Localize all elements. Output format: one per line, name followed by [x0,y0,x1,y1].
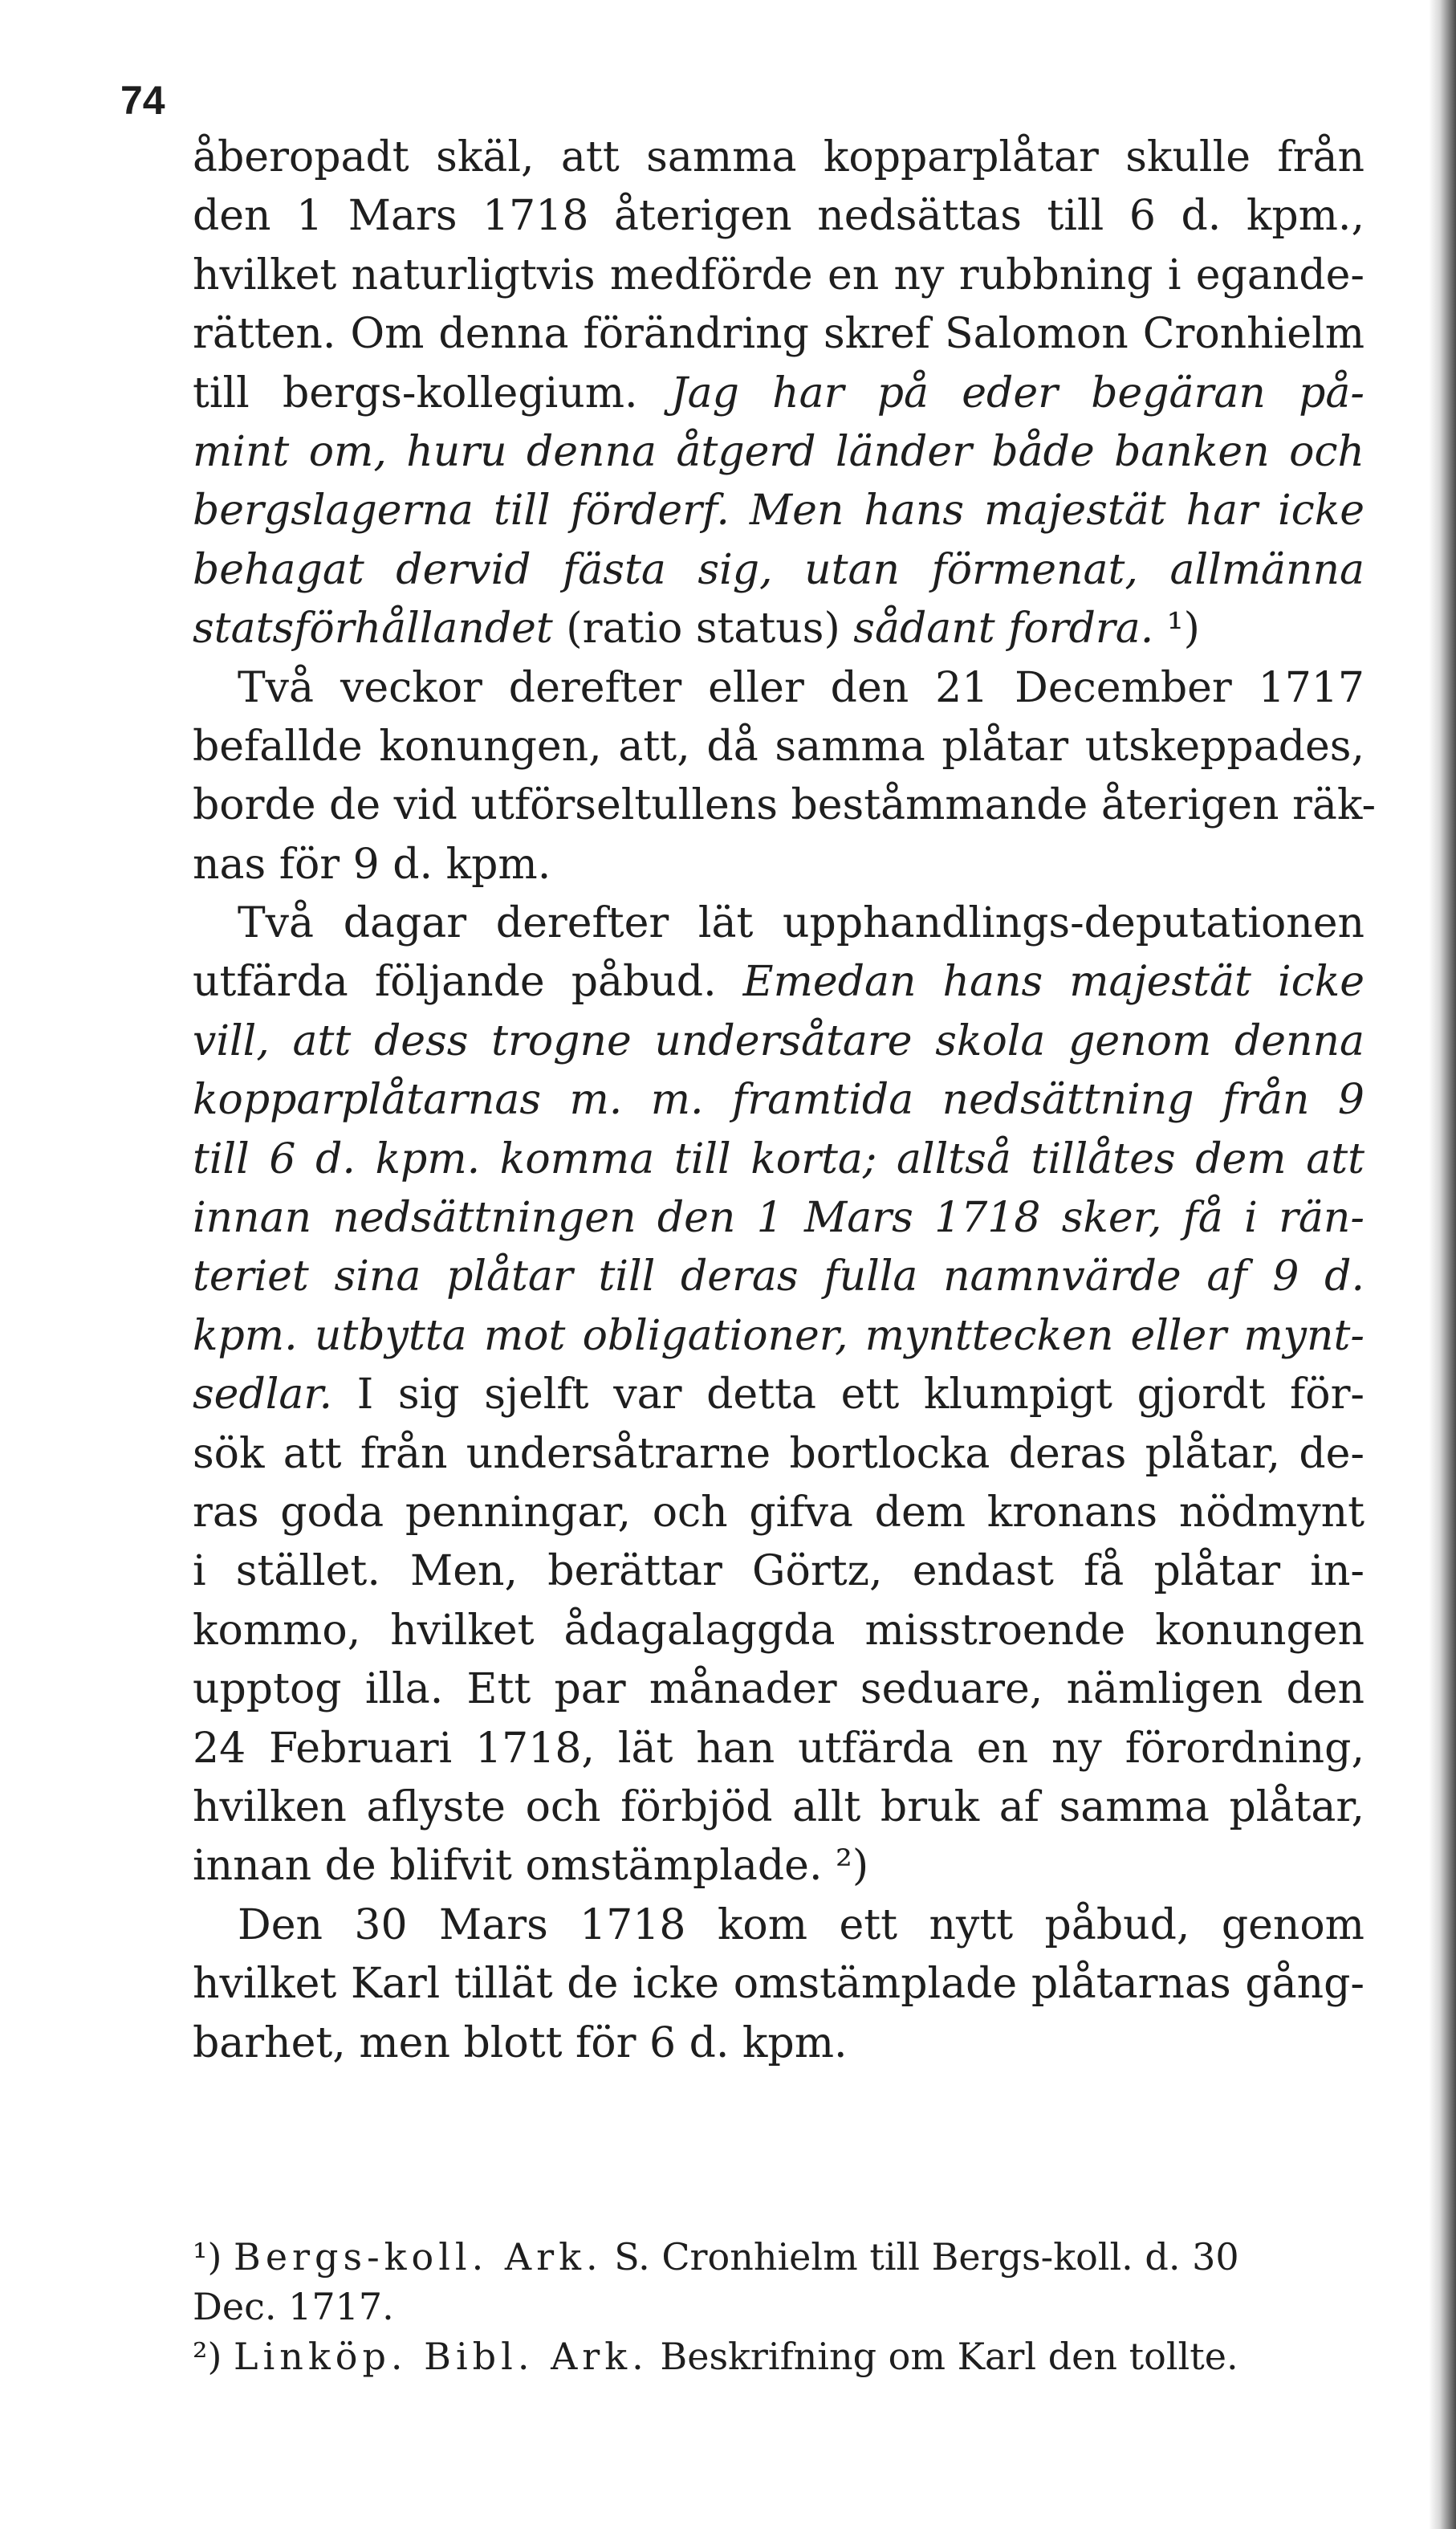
text-line [193,1602,1364,1660]
text-line [193,1071,1364,1130]
footnote-text: Dec. 1717. [193,2285,394,2328]
text-line [193,187,1364,246]
italic-text: behagat dervid fästa sig, utan förmenat, allmänna [193,545,1364,594]
text-run: utfärda följande påbud. [193,958,743,1007]
text-run: sök att från undersåtrarne bortlocka deras plåtar, de- [193,1429,1364,1478]
footnote-source: Linköp. Bibl. Ark. [234,2335,649,2378]
text-run: barhet, men blott för 6 d. kpm. [193,2018,848,2067]
text-line [193,776,1377,835]
text-line [193,1955,1364,2014]
text-line [193,1837,1364,1896]
text-line [193,541,1364,600]
text-line [193,305,1364,364]
text-run: Den 30 Mars 1718 kom ett nytt påbud, genom [238,1900,1364,1949]
text-line [193,1366,1364,1424]
text-run: rätten. Om denna förändring skref Salomon Cronhielm [193,310,1364,359]
text-line [193,364,1364,423]
italic-text: Jag har på eder begäran på- [670,369,1364,417]
footnote-marker: ²) [193,2335,234,2378]
text-line [193,718,1364,776]
page-edge-shadow [1429,0,1456,2529]
text-line [193,1012,1364,1071]
italic-text: kopparplåtarnas m. m. framtida nedsättning från 9 [193,1076,1364,1125]
footnote [193,2282,1364,2331]
text-run: I sig sjelft var detta ett klumpigt gjordt för- [332,1370,1364,1419]
footnote [193,2232,1364,2282]
footnote-text: S. Cronhielm till Bergs-koll. d. 30 [602,2235,1239,2279]
text-run: ras goda penningar, och gifva dem kronans nödmynt [193,1488,1364,1537]
text-run: Två veckor derefter eller den 21 December 1717 [238,663,1364,712]
text-line [193,1307,1364,1366]
text-run: hvilket Karl tillät de icke omstämplade plåtarnas gång- [193,1960,1364,2009]
text-line [193,953,1364,1012]
footnote-marker: ¹) [193,2235,234,2279]
text-run: hvilket naturligtvis medförde en ny rubbning i egande- [193,250,1364,299]
text-line [193,1425,1364,1484]
footnote [193,2331,1364,2381]
text-line [193,1189,1364,1248]
text-run: nas för 9 d. kpm. [193,840,551,889]
text-run: Två dagar derefter lät upphandlings-deputationen [238,899,1364,948]
italic-text: Emedan hans majestät icke [742,958,1364,1007]
text-line [193,1130,1364,1189]
text-line [193,1484,1364,1542]
text-line [193,1660,1364,1719]
italic-text: sådant fordra. [853,605,1154,654]
text-line [193,1542,1364,1601]
footnotes [193,2232,1364,2381]
text-run: (ratio status) [552,605,854,654]
italic-text: teriet sina plåtar till deras fulla namnvärde af 9 d. [193,1252,1364,1301]
text-line [193,600,1364,658]
text-run: den 1 Mars 1718 återigen nedsättas till 6 d. kpm., [193,192,1364,241]
italic-text: bergslagerna till förderf. Men hans majestät har icke [193,487,1364,536]
text-run: åberopadt skäl, att samma kopparplåtar skulle från [193,133,1364,181]
text-line [193,2014,1364,2073]
text-run: befallde konungen, att, då samma plåtar utskeppades, [193,722,1364,771]
text-line [193,482,1364,540]
text-run: till bergs-kollegium. [193,369,671,417]
italic-text: mint om, huru denna åtgerd länder både banken och [193,427,1364,476]
text-run: upptog illa. Ett par månader seduare, nämligen den [193,1665,1364,1714]
footnote-source: Bergs-koll. Ark. [234,2235,603,2279]
body-text [193,128,1377,2073]
text-line [193,894,1364,953]
text-line [193,1248,1364,1306]
text-line [193,128,1364,187]
text-run: innan de blifvit omstämplade. ²) [193,1842,869,1891]
italic-text: kpm. utbytta mot obligationer, mynttecken eller mynt- [193,1311,1364,1360]
italic-text: innan nedsättningen den 1 Mars 1718 sker, få i rän- [193,1194,1364,1243]
text-line [193,659,1364,718]
text-line [193,836,1364,894]
italic-text: till 6 d. kpm. komma till korta; alltså tillåtes dem att [193,1134,1364,1183]
footnote-text: Beskrifning om Karl den tollte. [648,2335,1238,2378]
text-run: 24 Februari 1718, lät han utfärda en ny förordning, [193,1724,1364,1773]
italic-text: sedlar. [193,1370,333,1419]
italic-text: statsförhållandet [193,605,553,654]
text-run: ¹) [1153,605,1200,654]
italic-text: vill, att dess trogne undersåtare skola genom denna [193,1016,1364,1065]
text-run: kommo, hvilket ådagalaggda misstroende konungen [193,1606,1364,1655]
text-run: hvilken aflyste och förbjöd allt bruk af samma plåtar, [193,1782,1364,1831]
page-number: 74 [120,78,165,123]
text-line [193,246,1364,305]
text-line [193,1896,1364,1955]
text-line [193,423,1364,482]
text-run: i stället. Men, berättar Görtz, endast få plåtar in- [193,1547,1364,1596]
text-line [193,1778,1364,1837]
text-run: borde de vid utförseltullens beståmmande återigen räk- [193,781,1377,830]
text-line [193,1720,1364,1778]
